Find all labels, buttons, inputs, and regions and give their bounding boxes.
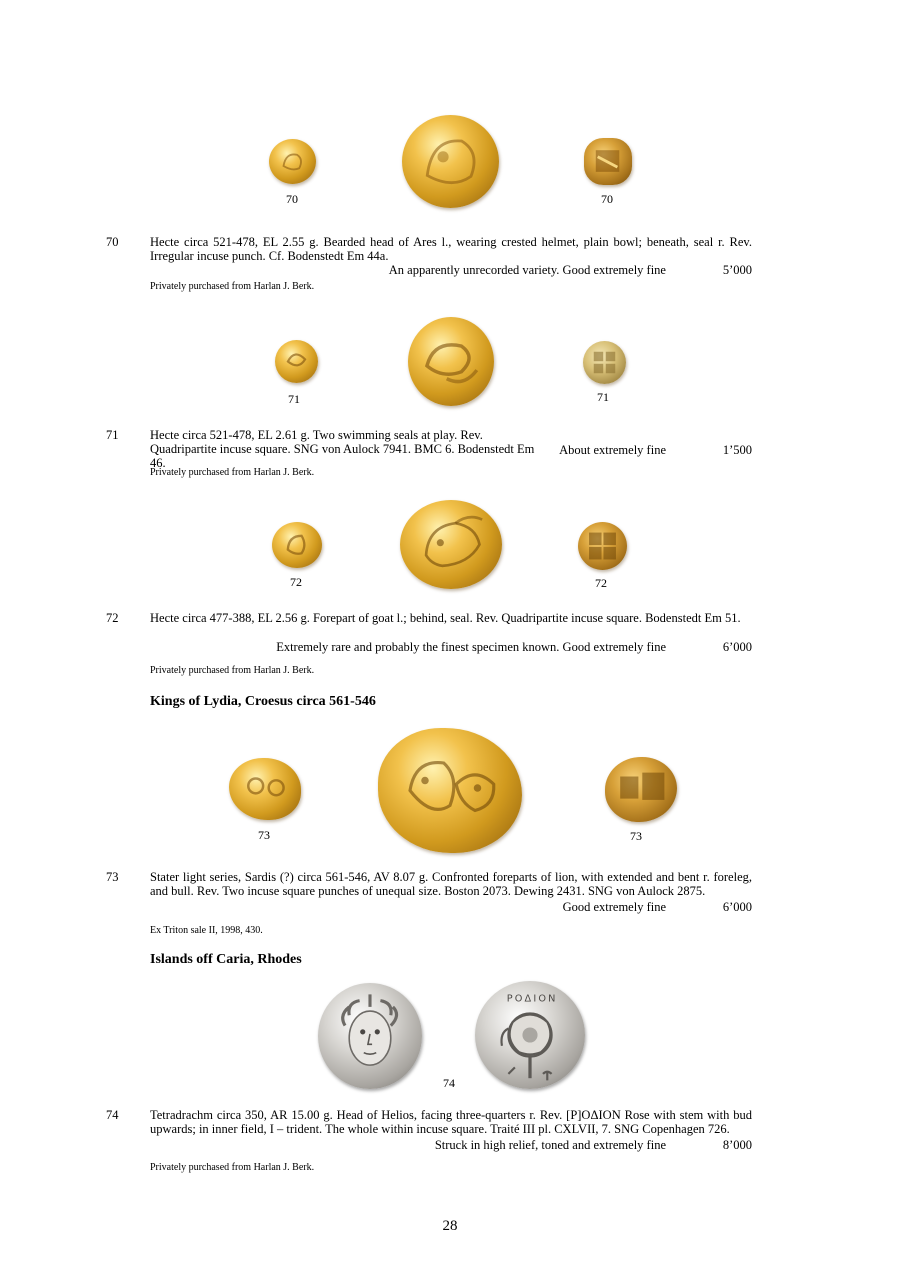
coin-legend: ΡΟΔΙΟΝ <box>506 993 558 1005</box>
coin-73-obverse-large <box>378 728 522 853</box>
coin-74-reverse <box>475 981 585 1089</box>
coin-71-reverse <box>583 341 626 384</box>
coin-label: 71 <box>288 392 300 406</box>
coin-71-obverse-small <box>275 340 318 383</box>
lot-description: Tetradrachm circa 350, AR 15.00 g. Head of Helios, facing three-quarters r. Rev. [P]OΔION Rose with stem with bud upwards; in inner field, I – trident. The whole within incuse square. Traité III pl. CXLVII, 7. SNG Copenhagen 726. <box>150 1108 752 1136</box>
coin-74-obverse <box>318 983 422 1089</box>
coin-label: 71 <box>597 390 609 404</box>
lot-provenance: Privately purchased from Harlan J. Berk. <box>150 1162 315 1173</box>
coin-label: 73 <box>258 828 270 842</box>
lot-grade: Good extremely fine <box>562 900 666 914</box>
coin-label: 72 <box>595 576 607 590</box>
lot-number: 72 <box>106 611 119 625</box>
coin-70-obverse-small <box>269 139 316 184</box>
lot-number: 74 <box>106 1108 119 1122</box>
lot-number: 71 <box>106 428 119 442</box>
section-heading: Kings of Lydia, Croesus circa 561-546 <box>150 694 376 709</box>
lot-description: Hecte circa 521-478, EL 2.61 g. Two swimming seals at play. Rev. Quadripartite incuse square. SNG von Aulock 7941. BMC 6. Bodenstedt Em 46. <box>150 428 535 470</box>
lot-grade: An apparently unrecorded variety. Good extremely fine <box>388 263 666 277</box>
lot-provenance: Privately purchased from Harlan J. Berk. <box>150 281 315 292</box>
coin-71-obverse-large <box>408 317 494 406</box>
lot-price: 1’500 <box>722 443 752 457</box>
coin-label: 74 <box>443 1076 455 1090</box>
coin-73-obverse-small <box>229 758 301 820</box>
coin-72-obverse-small <box>272 522 322 568</box>
lot-number: 73 <box>106 870 119 884</box>
section-heading: Islands off Caria, Rhodes <box>150 952 302 967</box>
lot-description: Stater light series, Sardis (?) circa 561-546, AV 8.07 g. Confronted foreparts of lion, with extended and bent r. foreleg, and bull. Rev. Two incuse square punches of unequal size. Boston 2073. Dewing 2431. SNG von Aulock 2875. <box>150 870 752 898</box>
lot-number: 70 <box>106 235 119 249</box>
page-number: 28 <box>442 1218 458 1234</box>
coin-label: 72 <box>290 575 302 589</box>
lot-description: Hecte circa 477-388, EL 2.56 g. Forepart of goat l.; behind, seal. Rev. Quadripartite incuse square. Bodenstedt Em 51. <box>150 611 741 625</box>
coin-label: 70 <box>286 192 298 206</box>
coin-72-reverse <box>578 522 627 570</box>
lot-grade: Struck in high relief, toned and extremely fine <box>434 1138 666 1152</box>
lot-provenance: Privately purchased from Harlan J. Berk. <box>150 665 315 676</box>
lot-price: 6’000 <box>722 640 752 654</box>
coin-73-reverse <box>605 757 677 822</box>
lot-grade: Extremely rare and probably the finest specimen known. Good extremely fine <box>276 640 666 654</box>
coin-70-reverse <box>584 138 632 185</box>
coin-70-obverse-large <box>402 115 499 208</box>
lot-provenance: Ex Triton sale II, 1998, 430. <box>150 925 263 936</box>
coin-72-obverse-large <box>400 500 502 589</box>
coin-label: 73 <box>630 829 642 843</box>
lot-provenance: Privately purchased from Harlan J. Berk. <box>150 467 315 478</box>
lot-grade: About extremely fine <box>559 443 666 457</box>
coin-label: 70 <box>601 192 613 206</box>
lot-description: Hecte circa 521-478, EL 2.55 g. Bearded head of Ares l., wearing crested helmet, plain bowl; beneath, seal r. Rev. Irregular incuse punch. Cf. Bodenstedt Em 44a. <box>150 235 752 263</box>
lot-price: 5’000 <box>722 263 752 277</box>
lot-price: 8’000 <box>722 1138 752 1152</box>
lot-price: 6’000 <box>722 900 752 914</box>
